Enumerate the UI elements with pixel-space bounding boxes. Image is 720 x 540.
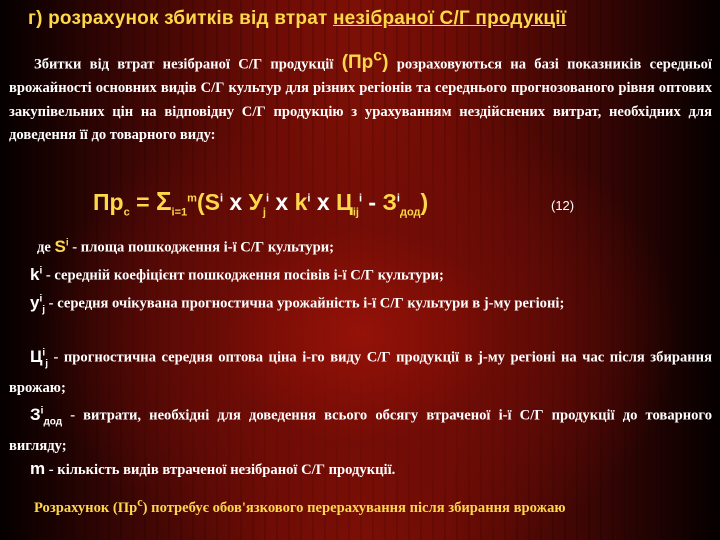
formula-close: ): [420, 189, 429, 215]
formula-times-3: x: [310, 189, 337, 215]
formula-lhs: [93, 186, 197, 219]
intro-text-after: розраховуються на базі показників середньої врожайності основних видів С/Г культур для різних регіонів та середнього прогнозованого рівня оптових закупівельних цін на відповідну С/Г продукцію з урахуванням нездійснених витрат, необхідних для доведення її до товарного виду:: [9, 56, 712, 144]
definition-s-text: - площа пошкодження і-ї С/Г культури;: [68, 239, 334, 256]
formula-equals: =: [129, 189, 156, 215]
formula-times-2: x: [269, 189, 295, 215]
formula-u: У: [248, 189, 263, 215]
definition-m-text: - кількість видів втраченої незібраної С/Г продукції.: [45, 462, 396, 478]
definition-prefix: де: [37, 239, 55, 256]
title-prefix: г) розрахунок збитків від втрат: [28, 8, 333, 29]
formula-s-sup: i: [219, 192, 223, 205]
formula-u-sup: i: [265, 192, 270, 205]
definition-z: [9, 399, 712, 458]
intro-paragraph: [9, 45, 712, 148]
formula-lhs-base: Пр: [93, 189, 124, 215]
formula-lhs-sub: с: [123, 206, 130, 219]
definition-y-text: - середня очікувана прогностична урожайність і-ї С/Г культури в j-му регіоні;: [45, 295, 565, 312]
symbol-k-base: k: [30, 264, 40, 284]
sigma-symbol: Σ: [155, 186, 172, 216]
formula-times-1: x: [223, 189, 249, 215]
symbol-y: [30, 292, 46, 316]
symbol-c-sub: j: [45, 358, 48, 370]
symbol-y-sub: j: [42, 304, 46, 316]
symbol-s-base: S: [54, 236, 66, 256]
definition-z-text: - витрати, необхідні для доведення всього обсягу втраченої і-ї С/Г продукції до товарного вигляду;: [9, 407, 712, 455]
symbol-k: [30, 265, 42, 284]
symbol-s-sup: i: [65, 237, 69, 248]
title-underlined: незібраної С/Г продукції: [332, 8, 567, 29]
formula-open-s: (S: [196, 189, 220, 215]
formula-k-sup: i: [307, 192, 311, 205]
formula-c-sup: i: [358, 192, 363, 205]
formula-minus: -: [362, 189, 383, 215]
intro-symbol-sup: с: [373, 48, 383, 65]
definition-m: [30, 457, 712, 482]
formula-u-sub: j: [262, 206, 266, 219]
page-title: [28, 8, 688, 30]
note-text-after: ) потребує обов'язкового перерахування після збирання врожаю: [142, 499, 566, 516]
symbol-c-base: Ц: [30, 346, 43, 366]
symbol-c: [30, 346, 48, 370]
symbol-m: m: [30, 459, 46, 478]
symbol-z-sub: дод: [43, 416, 63, 428]
definition-c: [9, 341, 712, 400]
formula-c-sub: ij: [352, 206, 359, 219]
symbol-z-sup: i: [40, 405, 44, 416]
symbol-z-base: З: [30, 404, 41, 424]
formula-k: k: [294, 189, 308, 215]
symbol-y-sup: i: [39, 293, 43, 304]
symbol-y-base: у: [30, 292, 40, 312]
definition-k-text: - середній коефіцієнт пошкодження посівів і-ї С/Г культури;: [42, 267, 444, 284]
formula-z: З: [382, 189, 397, 215]
intro-symbol-close: ): [382, 52, 389, 74]
footnote-recalculation: [9, 491, 712, 519]
intro-symbol-base: (Пр: [341, 52, 374, 74]
formula-z-sup: i: [396, 192, 400, 205]
symbol-s: [55, 237, 69, 256]
definition-c-text: - прогностична середня оптова ціна і-го виду С/Г продукції в j-му регіоні на час після збирання врожаю;: [9, 349, 712, 397]
formula-z-sub: дод: [399, 206, 421, 219]
definition-y: [9, 287, 712, 322]
sigma-lower-limit: i=1: [171, 206, 188, 219]
intro-symbol: [341, 48, 389, 74]
intro-text-before: Збитки від втрат незібраної С/Г продукції: [34, 56, 342, 73]
note-sup: с: [137, 495, 143, 509]
symbol-z: [30, 404, 63, 428]
formula-c: Ц: [336, 189, 353, 215]
note-text-before: Розрахунок (Пр: [34, 499, 138, 516]
symbol-c-sup: i: [42, 347, 46, 358]
symbol-k-sup: i: [39, 265, 43, 276]
definition-s: [37, 231, 712, 260]
definition-k: [30, 259, 712, 288]
formula-number: (12): [551, 198, 575, 213]
formula-12: [93, 186, 693, 219]
sigma-upper-limit: m: [187, 192, 197, 205]
